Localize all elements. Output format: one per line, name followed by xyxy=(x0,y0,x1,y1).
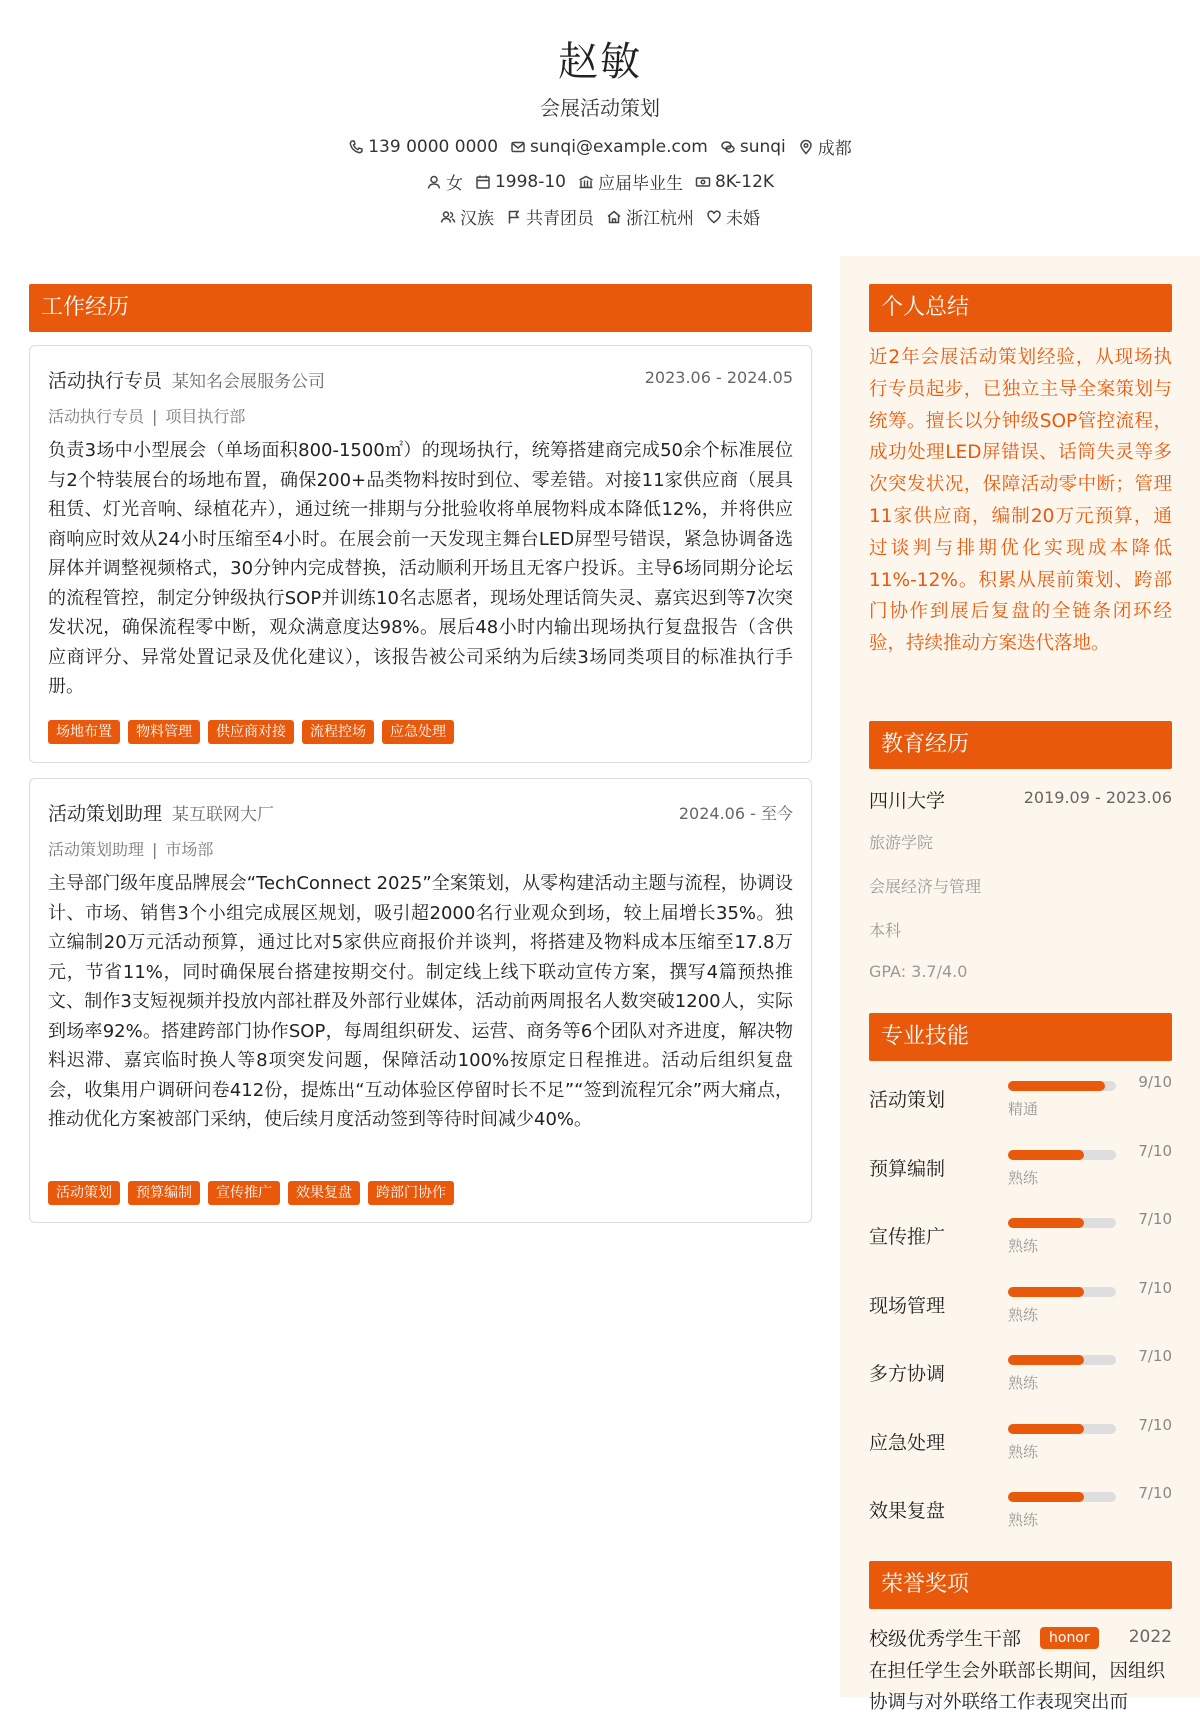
skill-bar-fill xyxy=(1008,1150,1084,1160)
work-role: 活动策划助理 xyxy=(48,803,163,825)
info-birth xyxy=(475,169,566,194)
hometown-text: 浙江杭州 xyxy=(626,209,694,229)
skill-level: 熟练 xyxy=(1008,1374,1039,1392)
work-entry xyxy=(29,778,812,1223)
work-tag: 宣传推广 xyxy=(208,1181,280,1205)
skill-bar xyxy=(1008,1492,1116,1502)
work-entry-head xyxy=(48,799,793,825)
skill-level: 精通 xyxy=(1008,1100,1039,1118)
info-salary xyxy=(695,169,774,194)
work-tag: 物料管理 xyxy=(128,720,200,744)
building-icon xyxy=(578,174,594,190)
skill-name: 活动策划 xyxy=(869,1089,946,1111)
contact-wechat xyxy=(720,134,786,159)
wechat-text: sunqi xyxy=(739,136,786,157)
skill-name: 多方协调 xyxy=(869,1363,946,1385)
gender-text: 女 xyxy=(445,174,463,194)
skill-score: 7/10 xyxy=(1138,1415,1172,1434)
skill-bar-fill xyxy=(1008,1424,1084,1434)
job-title: 会展活动策划 xyxy=(540,96,660,120)
info-political xyxy=(506,204,594,229)
skill-level: 熟练 xyxy=(1008,1237,1039,1255)
info-hometown xyxy=(606,204,694,229)
skills-section-title: 专业技能 xyxy=(869,1013,1172,1061)
money-icon xyxy=(695,174,711,190)
work-tag: 流程控场 xyxy=(302,720,374,744)
skill-level: 熟练 xyxy=(1008,1168,1039,1187)
work-tag: 应急处理 xyxy=(382,720,454,744)
work-tag: 活动策划 xyxy=(48,1181,120,1205)
skill-name: 宣传推广 xyxy=(869,1226,946,1248)
summary-section-title: 个人总结 xyxy=(869,284,1172,332)
skill-name: 应急处理 xyxy=(869,1431,946,1454)
work-department: 项目执行部 xyxy=(165,407,246,426)
skill-level: 熟练 xyxy=(1008,1305,1039,1324)
skill-bar xyxy=(1008,1081,1116,1091)
marital-text: 未婚 xyxy=(726,209,760,229)
work-tags xyxy=(48,1181,454,1205)
skill-bar xyxy=(1008,1218,1116,1228)
work-dates: 2023.06 - 2024.05 xyxy=(644,368,793,387)
work-company: 某知名会展服务公司 xyxy=(172,372,326,392)
phone-icon xyxy=(348,139,364,155)
work-description: 主导部门级年度品牌展会“TechConnect 2025”全案策划，从零构建活动主题与流程，协调设计、市场、销售3个小组完成展区规划，吸引超2000名行业观众到场，较上届增长35%。独立编制20万元活动预算，通过比对5家供应商报价并谈判，将搭建及物料成本压缩至17.8万元，节省11%，同时确保展台搭建按期交付。制定线上线下联动宣传方案，撰写4篇预热推文、制作3支短视频并投放内部社群及外部行业媒体，活动前两周报名人数突破1200人，实际到场率92%。搭建跨部门协作SOP，每周组织研发、运营、商务等6个团队对齐进度，解决物料迟滞、嘉宾临时换人等8项突发问题，保障活动100%按原定日程推进。活动后组织复盘会，收集用户调研问卷412份，提炼出“互动体验区停留时长不足”“签到流程冗余”两大痛点，推动优化方案被部门采纳，使后续月度活动签到等待时间减少40%。 xyxy=(48,873,793,1130)
email-text: sunqi@example.com xyxy=(530,136,708,157)
honor-year: 2022 xyxy=(1128,1627,1172,1647)
skill-score: 9/10 xyxy=(1138,1073,1172,1091)
skill-bar-fill xyxy=(1008,1081,1105,1091)
skill-bar-fill xyxy=(1008,1287,1084,1297)
work-tag: 预算编制 xyxy=(128,1181,200,1205)
honor-description: 在担任学生会外联部长期间，因组织协调与对外联络工作表现突出而 xyxy=(869,1661,1166,1713)
candidate-name: 赵敏 xyxy=(558,39,642,85)
skill-bar-fill xyxy=(1008,1218,1084,1228)
edu-school: 四川大学 xyxy=(869,790,946,812)
location-text: 成都 xyxy=(817,139,852,159)
edu-college: 旅游学院 xyxy=(869,833,934,852)
skill-bar-fill xyxy=(1008,1355,1084,1365)
people-icon xyxy=(440,209,456,225)
work-department: 市场部 xyxy=(165,840,214,859)
skill-name: 现场管理 xyxy=(869,1294,946,1317)
edu-major: 会展经济与管理 xyxy=(869,877,982,896)
info-gender xyxy=(426,169,463,194)
skill-score: 7/10 xyxy=(1138,1278,1172,1297)
skill-bar xyxy=(1008,1150,1116,1160)
honor-badge: honor xyxy=(1040,1627,1099,1649)
skill-score: 7/10 xyxy=(1138,1347,1172,1365)
skill-bar xyxy=(1008,1355,1116,1365)
skill-name: 效果复盘 xyxy=(869,1500,946,1522)
home-icon xyxy=(606,209,622,225)
work-description: 负责3场中小型展会（单场面积800-1500㎡）的现场执行，统筹搭建商完成50余个标准展位与2个特装展台的场地布置，确保200+品类物料按时到位、零差错。对接11家供应商（展具租赁、灯光音响、绿植花卉），通过统一排期与分批验收将单展物料成本降低12%，并将供应商响应时效从24小时压缩至4小时。在展会前一天发现主舞台LED屏型号错误，紧急协调备选屏体并调整视频格式，30分钟内完成替换，活动顺利开场且无客户投诉。主导6场同期分论坛的流程管控，制定分钟级执行SOP并训练10名志愿者，现场处理话筒失灵、嘉宾迟到等7次突发状况，确保流程零中断，观众满意度达98%。展后48小时内输出现场执行复盘报告（含供应商评分、异常处置记录及优化建议），该报告被公司采纳为后续3场同类项目的标准执行手册。 xyxy=(48,440,793,697)
mail-icon xyxy=(510,139,526,155)
work-position: 活动策划助理 xyxy=(48,840,145,859)
work-company: 某互联网大厂 xyxy=(172,805,275,825)
honor-title: 校级优秀学生干部 xyxy=(869,1628,1022,1650)
contact-email xyxy=(510,134,708,159)
skill-level: 熟练 xyxy=(1008,1511,1039,1529)
wechat-icon xyxy=(720,139,736,155)
summary-text: 近2年会展活动策划经验，从现场执行专员起步，已独立主导全案策划与统筹。擅长以分钟级SOP管控流程，成功处理LED屏错误、话筒失灵等多次突发状况，保障活动零中断；管理11家供应商，编制20万元预算，通过谈判与排期优化实现成本降低11%-12%。积累从展前策划、跨部门协作到展后复盘的全链条闭环经验，持续推动方案迭代落地。 xyxy=(869,347,1172,655)
birth-text: 1998-10 xyxy=(494,171,566,192)
skill-bar xyxy=(1008,1424,1116,1434)
skill-bar-fill xyxy=(1008,1492,1084,1502)
contact-phone xyxy=(348,134,498,159)
work-tag: 跨部门协作 xyxy=(368,1181,454,1205)
work-subline xyxy=(48,837,213,860)
education-section-title: 教育经历 xyxy=(869,721,1172,769)
info-ethnicity xyxy=(440,204,494,229)
contact-location xyxy=(798,134,852,159)
work-separator: | xyxy=(152,840,158,859)
personal-row xyxy=(0,169,1200,194)
honors-section-title: 荣誉奖项 xyxy=(869,1561,1172,1609)
flag-icon xyxy=(506,209,522,225)
work-entry xyxy=(29,345,812,763)
political-text: 共青团员 xyxy=(526,209,594,229)
user-icon xyxy=(426,174,442,190)
skill-name: 预算编制 xyxy=(869,1157,946,1180)
work-dates: 2024.06 - 至今 xyxy=(678,804,793,823)
work-tag: 效果复盘 xyxy=(288,1181,360,1205)
ethnicity-text: 汉族 xyxy=(460,209,494,229)
skill-score: 7/10 xyxy=(1138,1484,1172,1502)
status-text: 应届毕业生 xyxy=(597,174,683,194)
info-status xyxy=(578,169,683,194)
phone-text: 139 0000 0000 xyxy=(368,136,499,157)
heart-icon xyxy=(706,209,722,225)
contact-row xyxy=(0,134,1200,159)
work-entry-head xyxy=(48,366,793,392)
edu-gpa: GPA: 3.7/4.0 xyxy=(869,962,968,981)
work-position: 活动执行专员 xyxy=(48,407,145,426)
edu-degree: 本科 xyxy=(869,921,902,940)
work-role: 活动执行专员 xyxy=(48,370,163,392)
skill-score: 7/10 xyxy=(1138,1141,1172,1160)
edu-dates: 2019.09 - 2023.06 xyxy=(1023,788,1172,807)
info-marital xyxy=(706,204,760,229)
calendar-icon xyxy=(475,174,491,190)
work-tags xyxy=(48,720,454,744)
skill-bar xyxy=(1008,1287,1116,1297)
skill-score: 7/10 xyxy=(1138,1210,1172,1228)
work-tag: 场地布置 xyxy=(48,720,120,744)
work-separator: | xyxy=(152,407,158,426)
work-tag: 供应商对接 xyxy=(208,720,294,744)
work-section-title: 工作经历 xyxy=(29,284,812,332)
skill-level: 熟练 xyxy=(1008,1442,1039,1461)
salary-text: 8K-12K xyxy=(714,171,775,192)
background-row xyxy=(0,204,1200,229)
resume-header xyxy=(0,0,1200,250)
location-icon xyxy=(798,139,814,155)
work-subline xyxy=(48,404,245,427)
